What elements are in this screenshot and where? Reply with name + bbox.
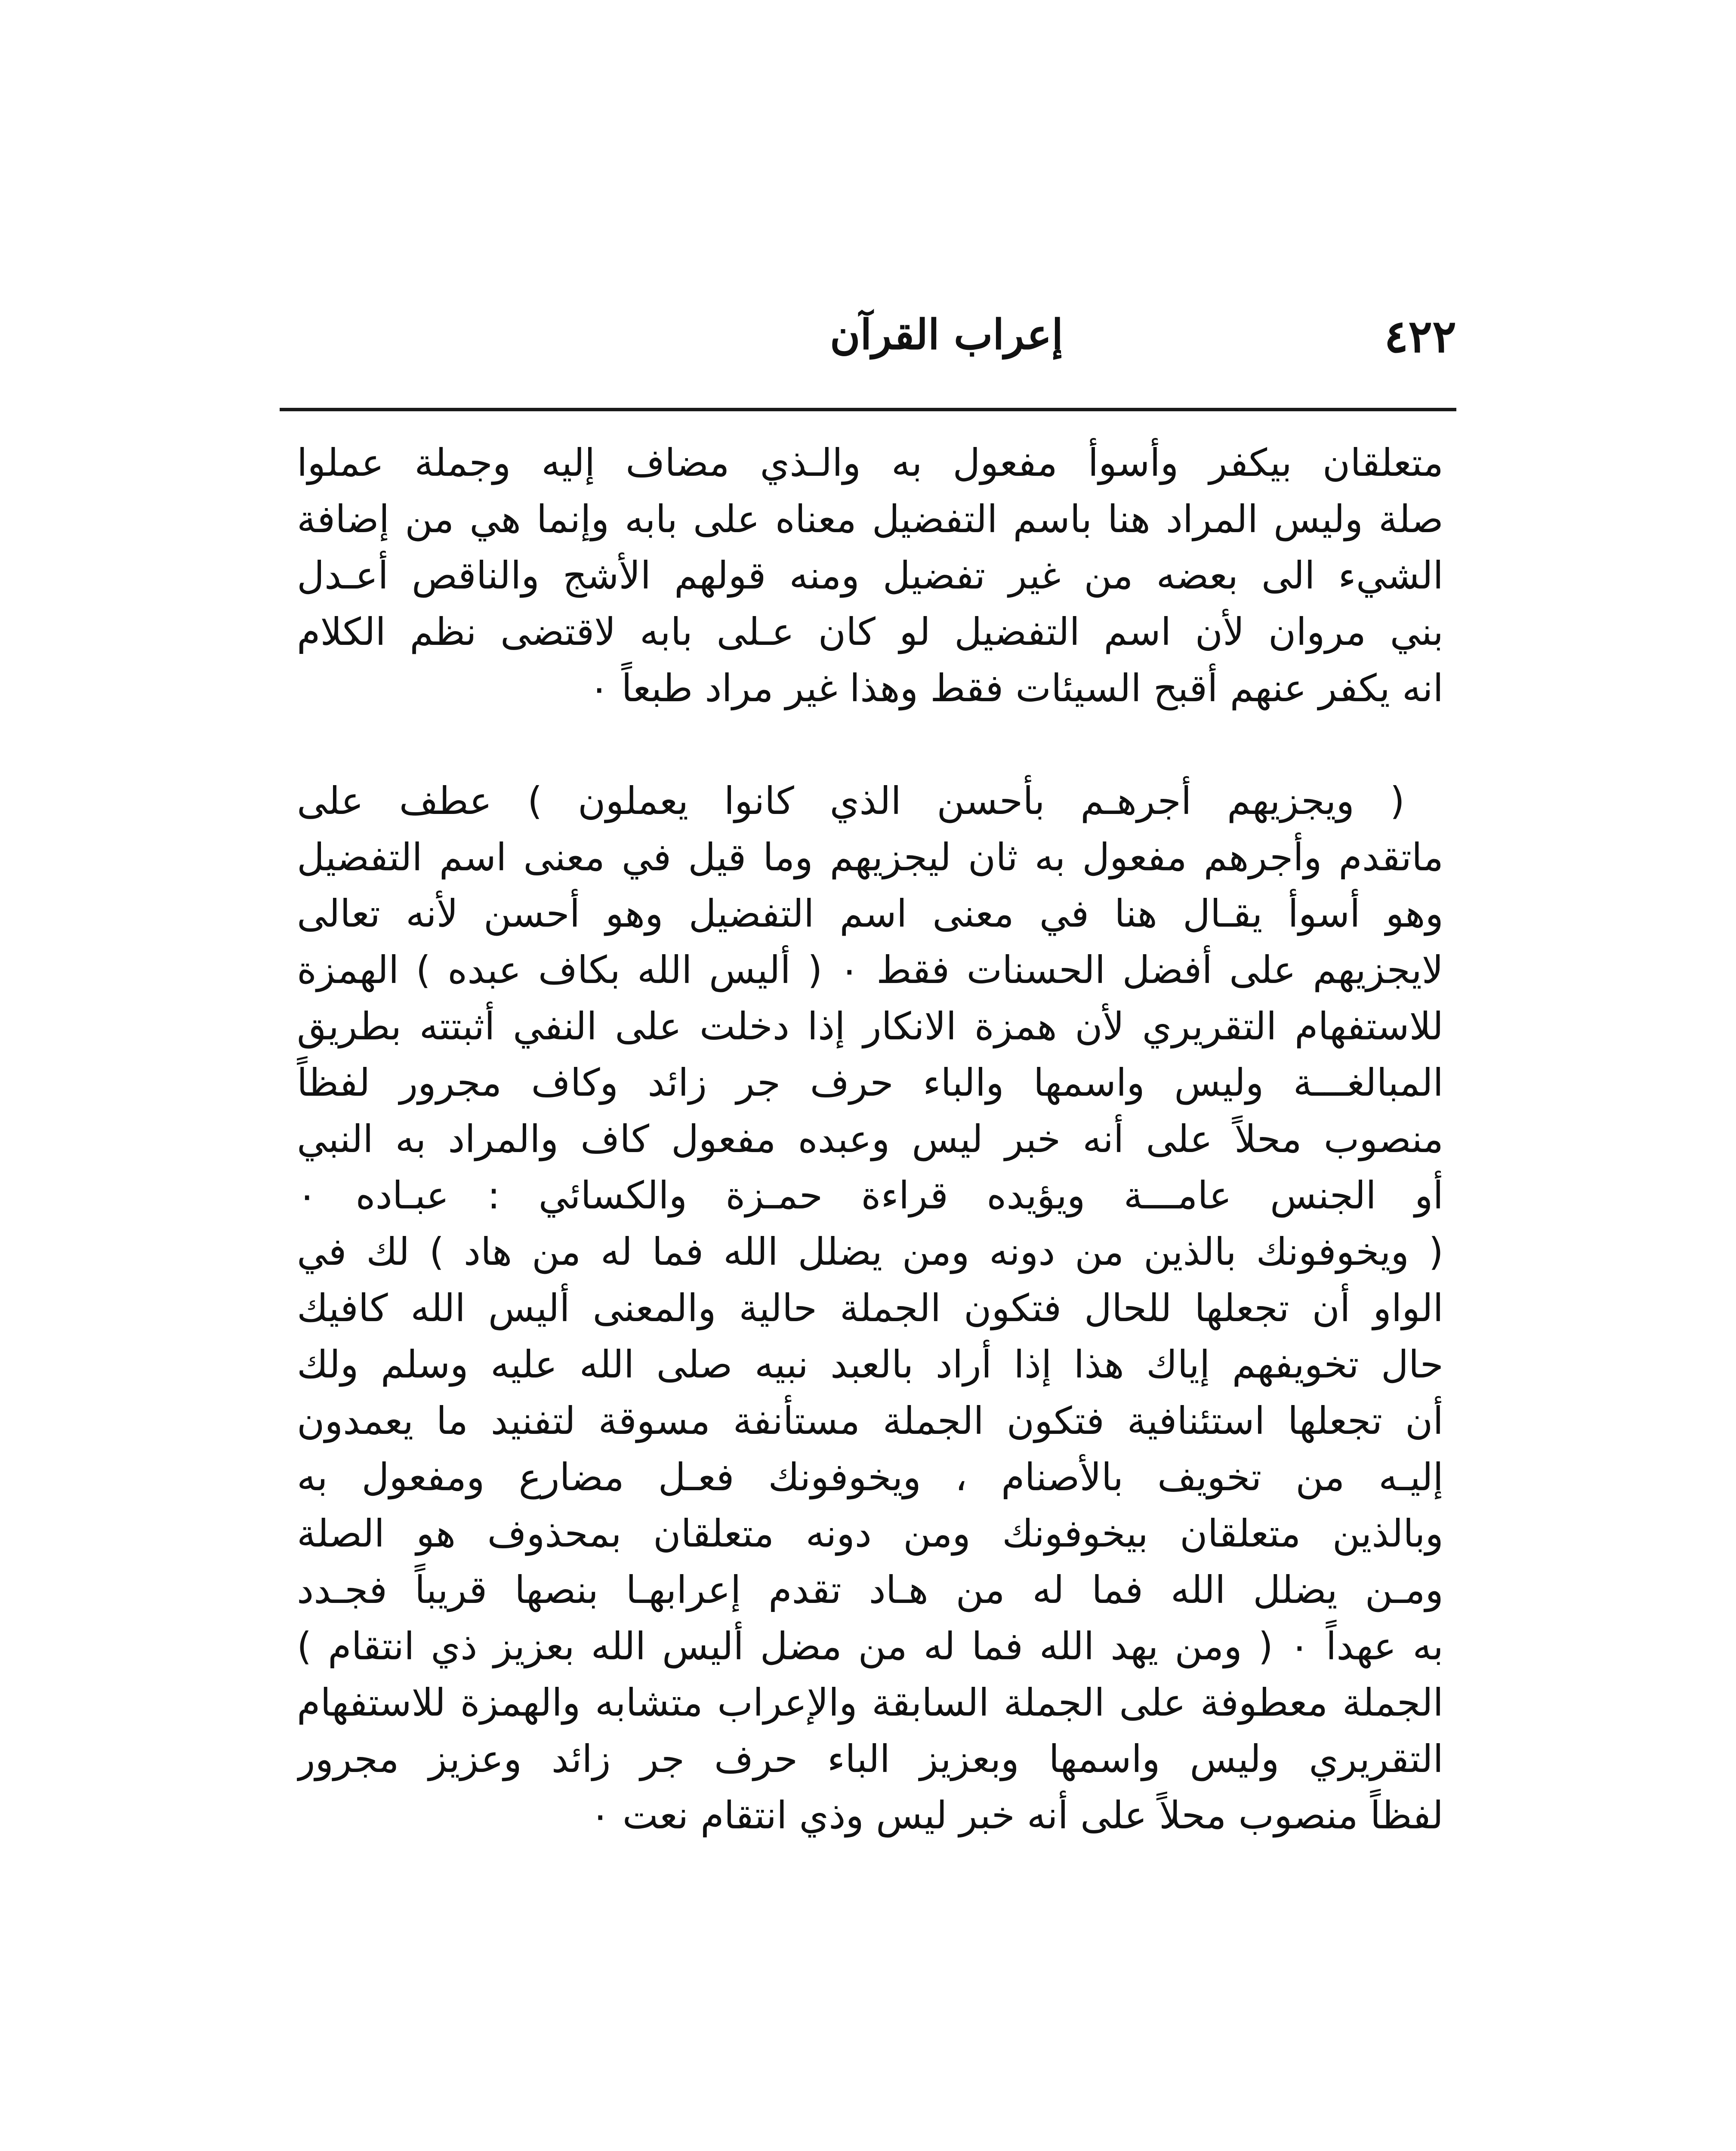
text-line: وبالذين متعلقان بيخوفونك ومن دونه متعلقان بمحذوف هو الصلة <box>297 1511 1443 1556</box>
text-line: متعلقان بيكفر وأسوأ مفعول به والـذي مضاف إليه وجملة عملوا <box>297 441 1443 485</box>
text-line: منصوب محلاً على أنه خبر ليس وعبده مفعول كاف والمراد به النبي <box>297 1117 1443 1161</box>
paragraph-2 <box>297 773 1443 1843</box>
page-header <box>280 301 1456 374</box>
text-line: ومـن يضلل الله فما له من هـاد تقدم إعرابهـا بنصها قريباً فجـدد <box>297 1568 1443 1612</box>
paragraph-gap <box>297 716 1443 773</box>
text-line: أن تجعلها استئنافية فتكون الجملة مستأنفة مسوقة لتفنيد ما يعمدون <box>297 1399 1443 1443</box>
text-line: به عهداً ٠ ( ومن يهد الله فما له من مضل أليس الله بعزيز ذي انتقام ) <box>297 1624 1443 1668</box>
text-line: حال تخويفهم إياك هذا إذا أراد بالعبد نبيه صلى الله عليه وسلم ولك <box>297 1342 1443 1387</box>
text-line: ماتقدم وأجرهم مفعول به ثان ليجزيهم وما قيل في معنى اسم التفضيل <box>297 835 1443 879</box>
text-line: الجملة معطوفة على الجملة السابقة والإعراب متشابه والهمزة للاستفهام <box>297 1680 1443 1725</box>
text-line: ( ويجزيهم أجرهـم بأحسن الذي كانوا يعملون ) عطف على <box>297 779 1405 823</box>
text-line: وهو أسوأ يقـال هنا في معنى اسم التفضيل وهو أحسن لأنه تعالى <box>297 891 1443 936</box>
text-line: أو الجنس عامـــة ويؤيده قراءة حمـزة والكسائي : عبـاده ٠ <box>297 1173 1443 1217</box>
text-line: ( ويخوفونك بالذين من دونه ومن يضلل الله فما له من هاد ) لك في <box>297 1230 1443 1274</box>
text-line: انه يكفر عنهم أقبح السيئات فقط وهذا غير مراد طبعاً ٠ <box>589 666 1443 710</box>
text-line: لفظاً منصوب محلاً على أنه خبر ليس وذي انتقام نعت ٠ <box>590 1793 1443 1837</box>
page-number: ٤٢٢ <box>1384 310 1456 363</box>
text-line: إليـه من تخويف بالأصنام ، ويخوفونك فعـل مضارع ومفعول به <box>297 1455 1443 1499</box>
paragraph-1 <box>297 435 1443 716</box>
page-body <box>297 435 1443 1843</box>
text-line: الشيء الى بعضه من غير تفضيل ومنه قولهم الأشج والناقص أعـدل <box>297 553 1443 598</box>
text-line: المبالغـــة وليس واسمها والباء حرف جر زائد وكاف مجرور لفظاً <box>297 1060 1443 1105</box>
text-line: صلة وليس المراد هنا باسم التفضيل معناه على بابه وإنما هي من إضافة <box>297 497 1443 541</box>
text-line: الواو أن تجعلها للحال فتكون الجملة حالية والمعنى أليس الله كافيك <box>297 1286 1443 1330</box>
text-line: التقريري وليس واسمها وبعزيز الباء حرف جر زائد وعزيز مجرور <box>297 1737 1443 1781</box>
header-rule <box>280 408 1456 411</box>
text-line: بني مروان لأن اسم التفضيل لو كان عـلى بابه لاقتضى نظم الكلام <box>297 610 1443 654</box>
running-title: إعراب القرآن <box>829 310 1063 359</box>
text-line: للاستفهام التقريري لأن همزة الانكار إذا دخلت على النفي أثبتته بطريق <box>297 1004 1443 1048</box>
text-line: لايجزيهم على أفضل الحسنات فقط ٠ ( أليس الله بكاف عبده ) الهمزة <box>297 948 1443 992</box>
